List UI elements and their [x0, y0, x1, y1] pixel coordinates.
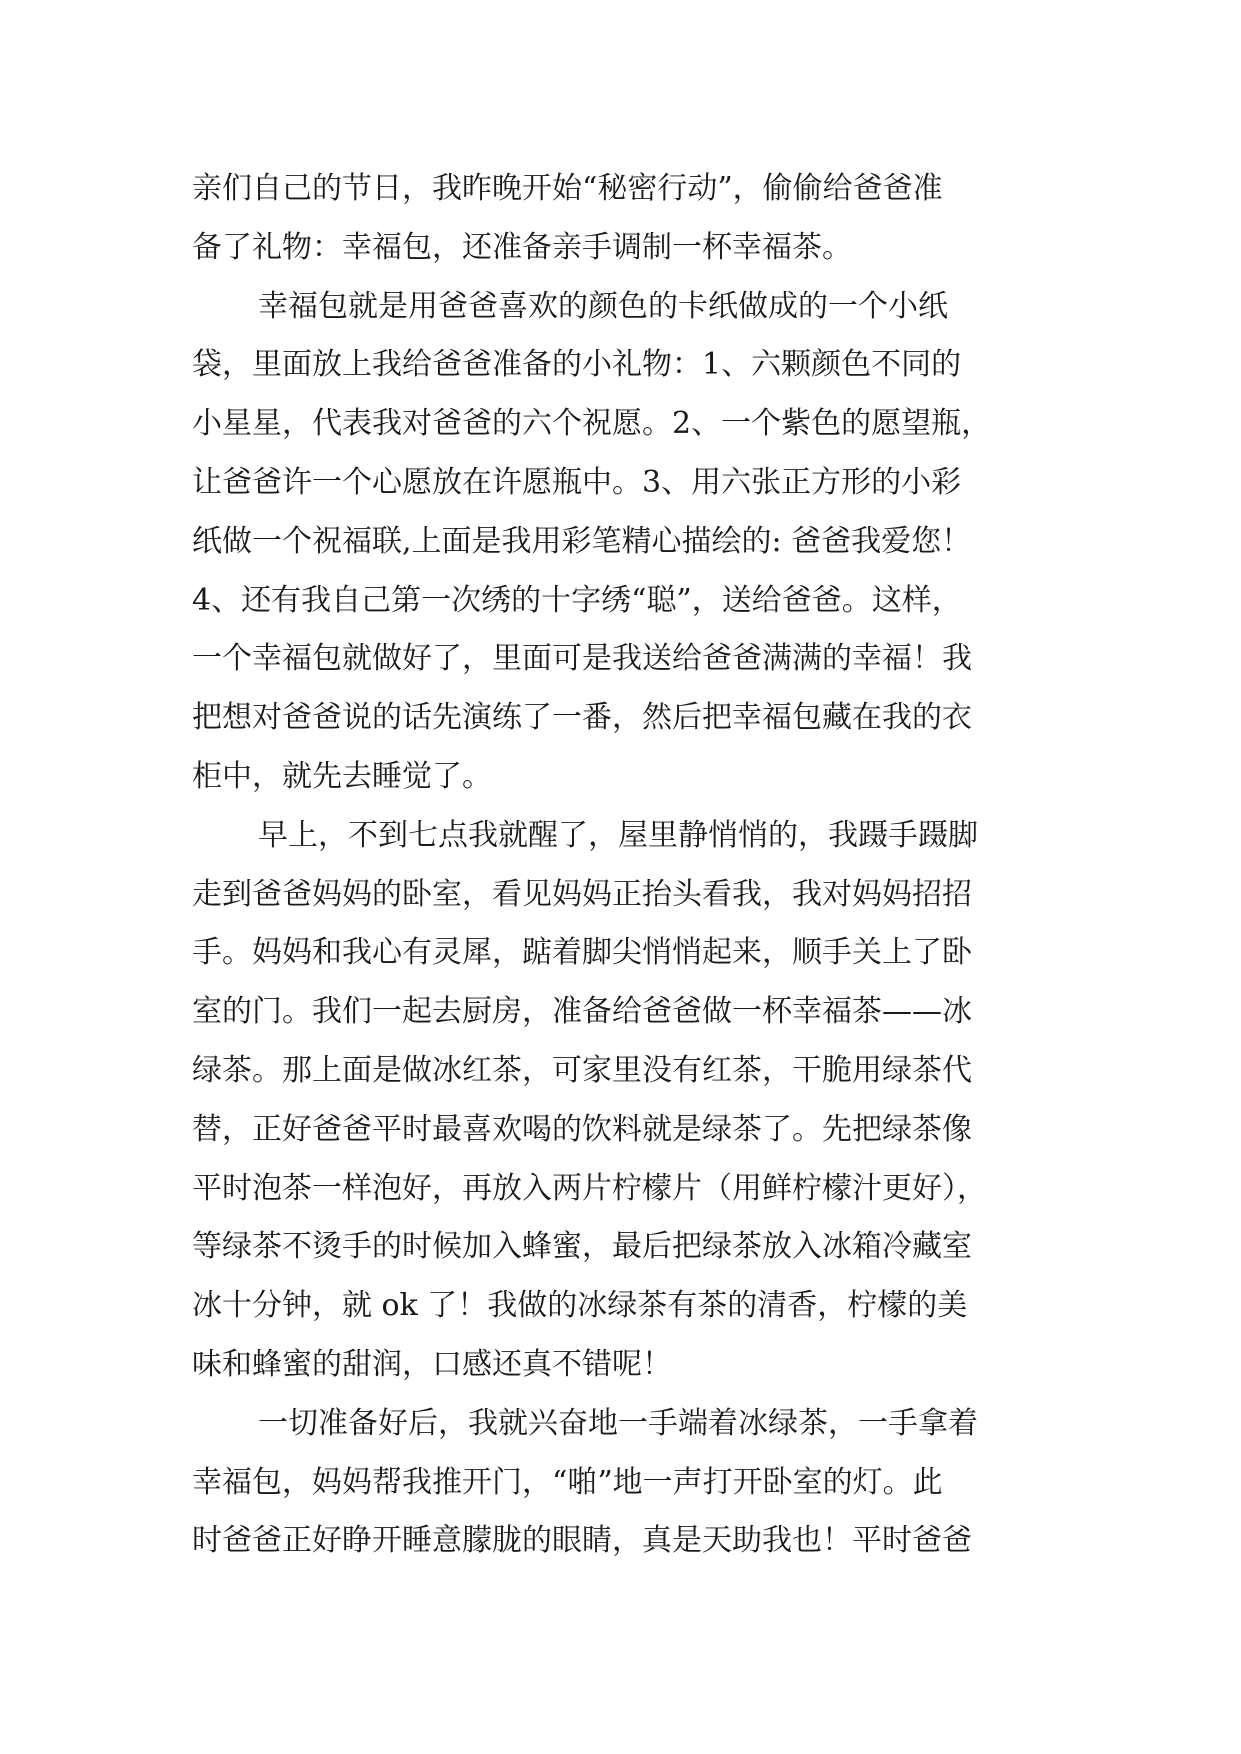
- text-line: 早上，不到七点我就醒了，屋里静悄悄的，我蹑手蹑脚: [258, 817, 978, 853]
- text-line: 让爸爸许一个心愿放在许愿瓶中。3、用六张正方形的小彩: [192, 464, 962, 500]
- text-line: 纸做一个祝福联,上面是我用彩笔精心描绘的: 爸爸我爱您！: [192, 523, 972, 559]
- text-line: 手。妈妈和我心有灵犀，踮着脚尖悄悄起来，顺手关上了卧: [192, 935, 972, 971]
- text-line: 幸福包，妈妈帮我推开门，“啪”地一声打开卧室的灯。此: [192, 1464, 943, 1500]
- text-line: 室的门。我们一起去厨房，准备给爸爸做一杯幸福茶——冰: [192, 994, 972, 1030]
- text-line: 替，正好爸爸平时最喜欢喝的饮料就是绿茶了。先把绿茶像: [192, 1111, 972, 1147]
- body-text: [192, 160, 1052, 1571]
- text-line: 袋，里面放上我给爸爸准备的小礼物：1、六颗颜色不同的: [192, 347, 962, 383]
- text-line: 一切准备好后，我就兴奋地一手端着冰绿茶，一手拿着: [258, 1405, 978, 1441]
- text-line: 幸福包就是用爸爸喜欢的颜色的卡纸做成的一个小纸: [258, 288, 948, 324]
- text-line: 绿茶。那上面是做冰红茶，可家里没有红茶，干脆用绿茶代: [192, 1052, 972, 1088]
- text-line: 备了礼物：幸福包，还准备亲手调制一杯幸福茶。: [192, 229, 852, 265]
- text-line: 平时泡茶一样泡好，再放入两片柠檬片（用鲜柠檬汁更好），: [192, 1170, 987, 1206]
- text-line: 走到爸爸妈妈的卧室，看见妈妈正抬头看我，我对妈妈招招: [192, 876, 972, 912]
- text-line: 冰十分钟，就 ok 了！我做的冰绿茶有茶的清香，柠檬的美: [192, 1288, 968, 1324]
- text-line: 把想对爸爸说的话先演练了一番，然后把幸福包藏在我的衣: [192, 700, 972, 736]
- text-line: 柜中，就先去睡觉了。: [192, 758, 492, 794]
- text-line: 时爸爸正好睁开睡意朦胧的眼睛，真是天助我也！平时爸爸: [192, 1523, 972, 1559]
- text-line: 等绿茶不烫手的时候加入蜂蜜，最后把绿茶放入冰箱冷藏室: [192, 1229, 972, 1265]
- text-line: 一个幸福包就做好了，里面可是我送给爸爸满满的幸福！我: [192, 641, 972, 677]
- text-line: 小星星，代表我对爸爸的六个祝愿。2、一个紫色的愿望瓶，: [192, 406, 992, 442]
- text-line: 亲们自己的节日，我昨晚开始“秘密行动”，偷偷给爸爸准: [192, 171, 943, 206]
- text-line: 味和蜂蜜的甜润，口感还真不错呢！: [192, 1346, 672, 1382]
- text-line: 4、还有我自己第一次绣的十字绣“聪”，送给爸爸。这样，: [192, 582, 962, 618]
